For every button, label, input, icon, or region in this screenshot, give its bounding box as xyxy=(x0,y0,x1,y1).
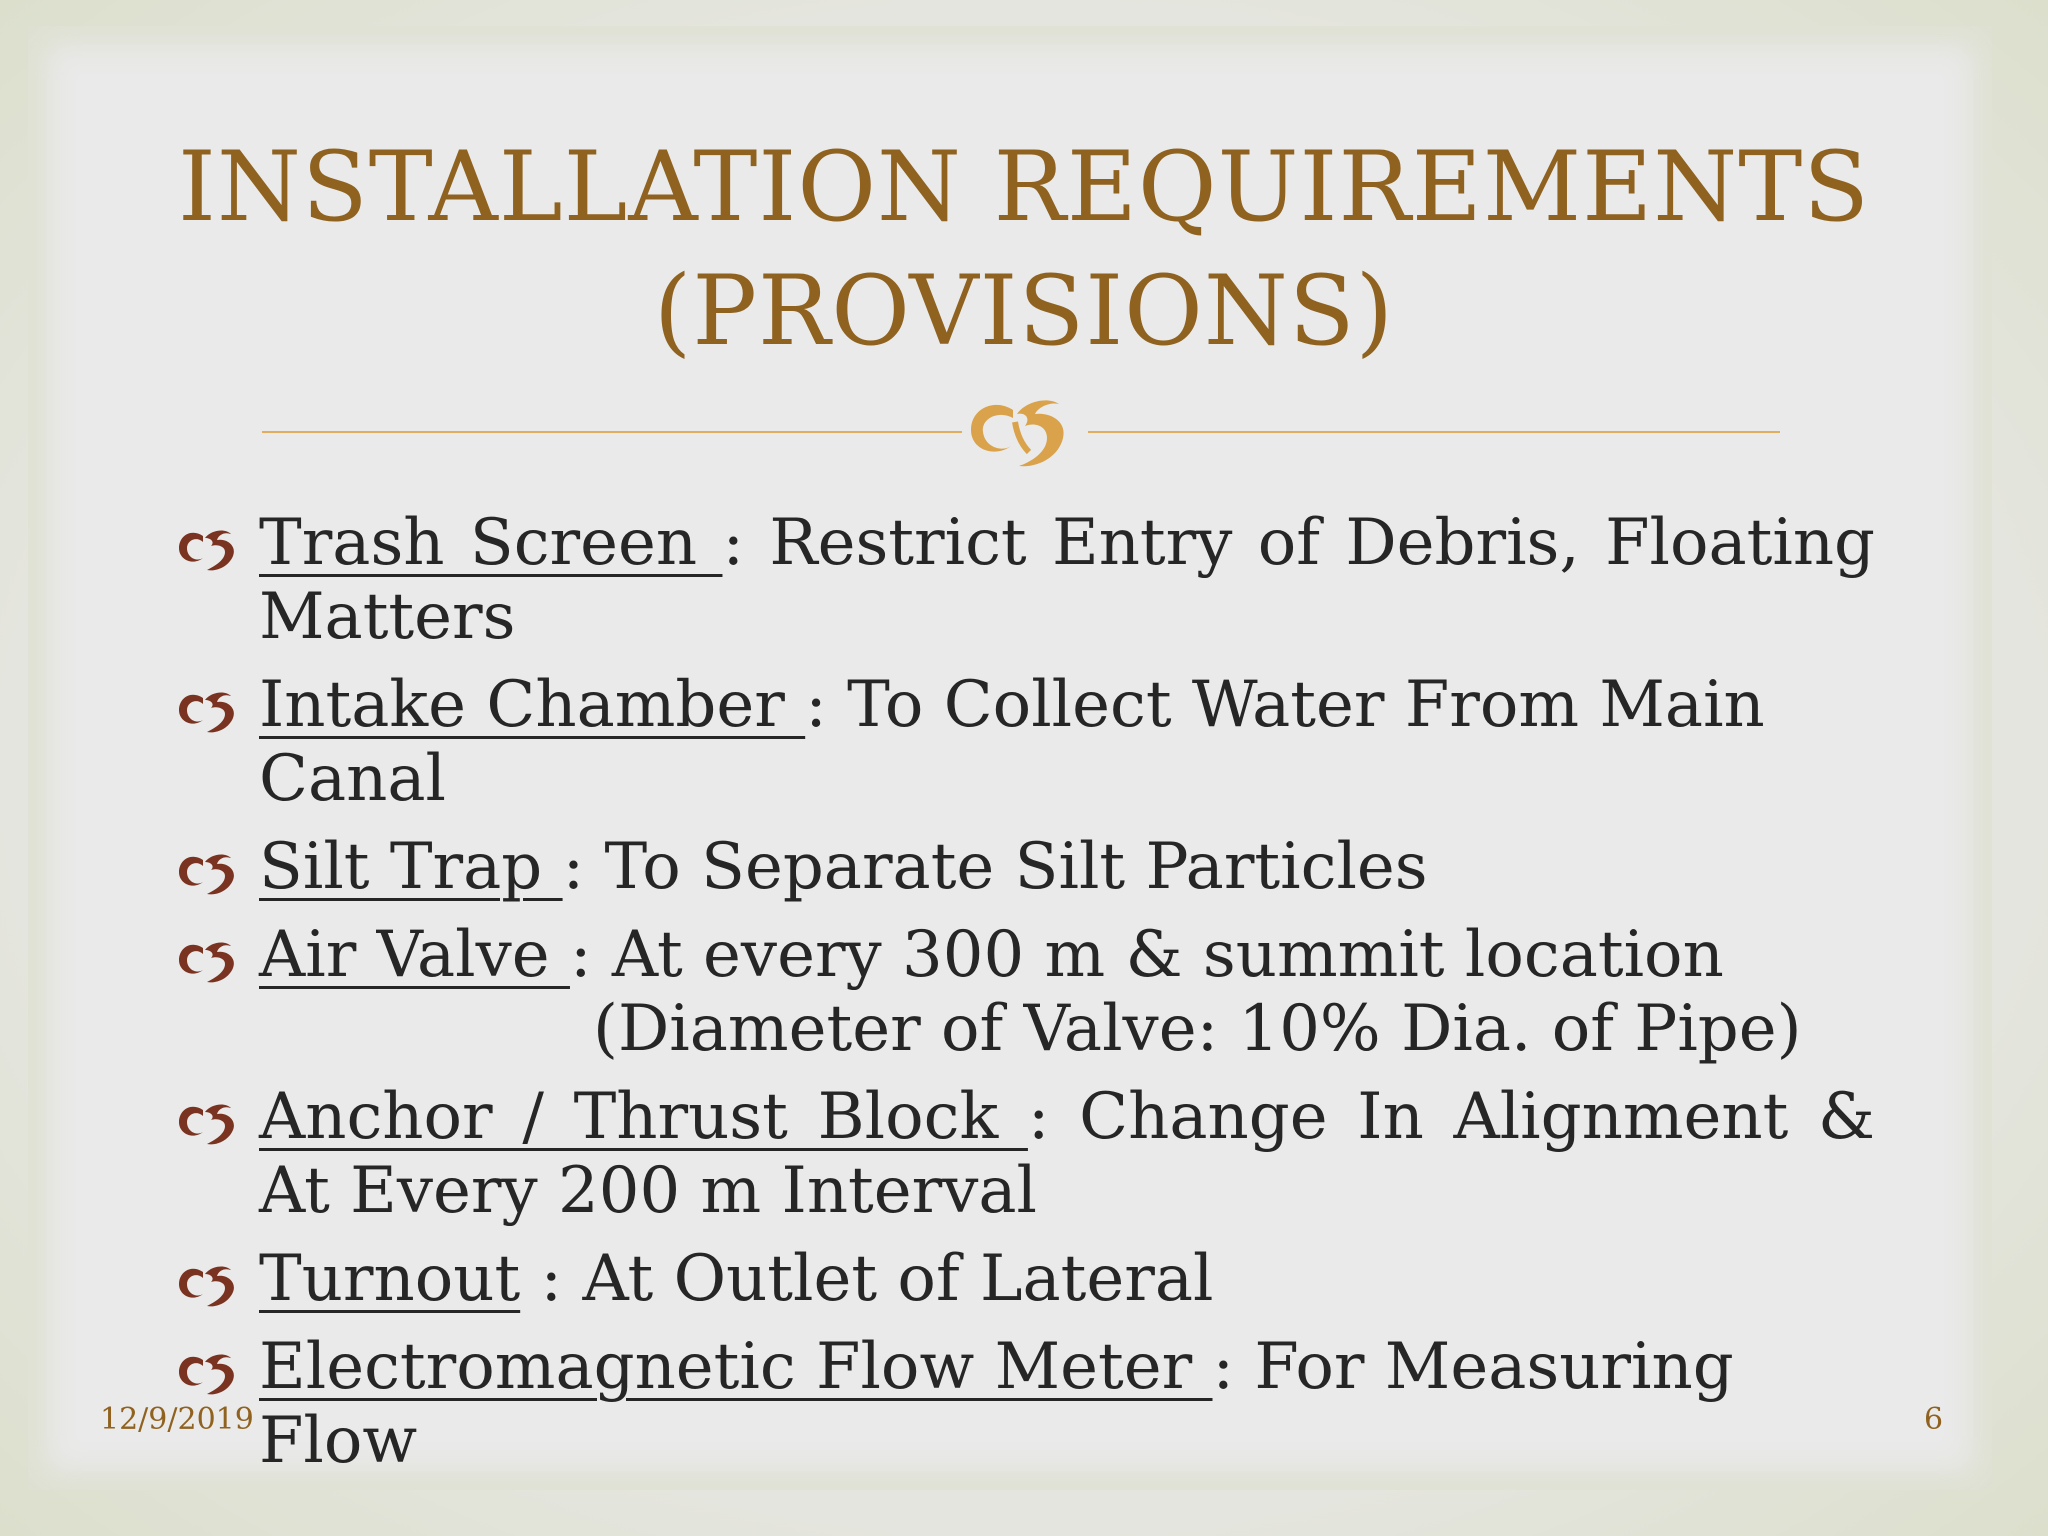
list-item xyxy=(175,830,1875,904)
item-label: Air Valve xyxy=(259,918,570,992)
item-text: : Restrict Entry of Debris, Floating Matters xyxy=(259,506,1876,654)
list-item xyxy=(175,1080,1875,1228)
item-label: Turnout xyxy=(259,1242,521,1316)
footer-date: 12/9/2019 xyxy=(100,1402,254,1437)
list-item xyxy=(175,1242,1875,1316)
flourish-bullet-icon xyxy=(175,678,241,738)
item-label: Intake Chamber xyxy=(259,668,806,742)
flourish-bullet-icon xyxy=(175,928,241,988)
flourish-bullet-icon xyxy=(175,840,241,900)
item-text: : Change In Alignment & At Every 200 m Interval xyxy=(259,1080,1875,1228)
bullet-list xyxy=(175,506,1875,1492)
item-text: : At every 300 m & summit location xyxy=(569,918,1724,992)
flourish-bullet-icon xyxy=(175,1340,241,1400)
item-label: Trash Screen xyxy=(259,506,723,580)
divider-line-right xyxy=(1088,431,1780,433)
item-subtext: (Diameter of Valve: 10% Dia. of Pipe) xyxy=(593,992,1802,1066)
list-item xyxy=(175,506,1875,654)
item-label: Electromagnetic Flow Meter xyxy=(259,1330,1213,1404)
flourish-bullet-icon xyxy=(175,1252,241,1312)
item-text: : At Outlet of Lateral xyxy=(520,1242,1214,1316)
item-text: : To Separate Silt Particles xyxy=(562,830,1428,904)
divider-line-left xyxy=(262,431,962,433)
item-label: Silt Trap xyxy=(259,830,563,904)
page-number: 6 xyxy=(1924,1402,1944,1437)
item-label: Anchor / Thrust Block xyxy=(259,1080,1028,1154)
title-line-1: INSTALLATION REQUIREMENTS xyxy=(178,131,1870,243)
flourish-ornament-icon xyxy=(955,378,1095,478)
flourish-bullet-icon xyxy=(175,516,241,576)
list-item xyxy=(175,668,1875,816)
flourish-bullet-icon xyxy=(175,1090,241,1150)
item-text: : To Collect Water From Main Canal xyxy=(259,668,1765,816)
slide-title xyxy=(0,125,2048,373)
item-text: : For Measuring Flow xyxy=(259,1330,1734,1478)
list-item xyxy=(175,1330,1875,1478)
title-line-2: (PROVISIONS) xyxy=(653,255,1395,367)
list-item xyxy=(175,918,1875,1066)
